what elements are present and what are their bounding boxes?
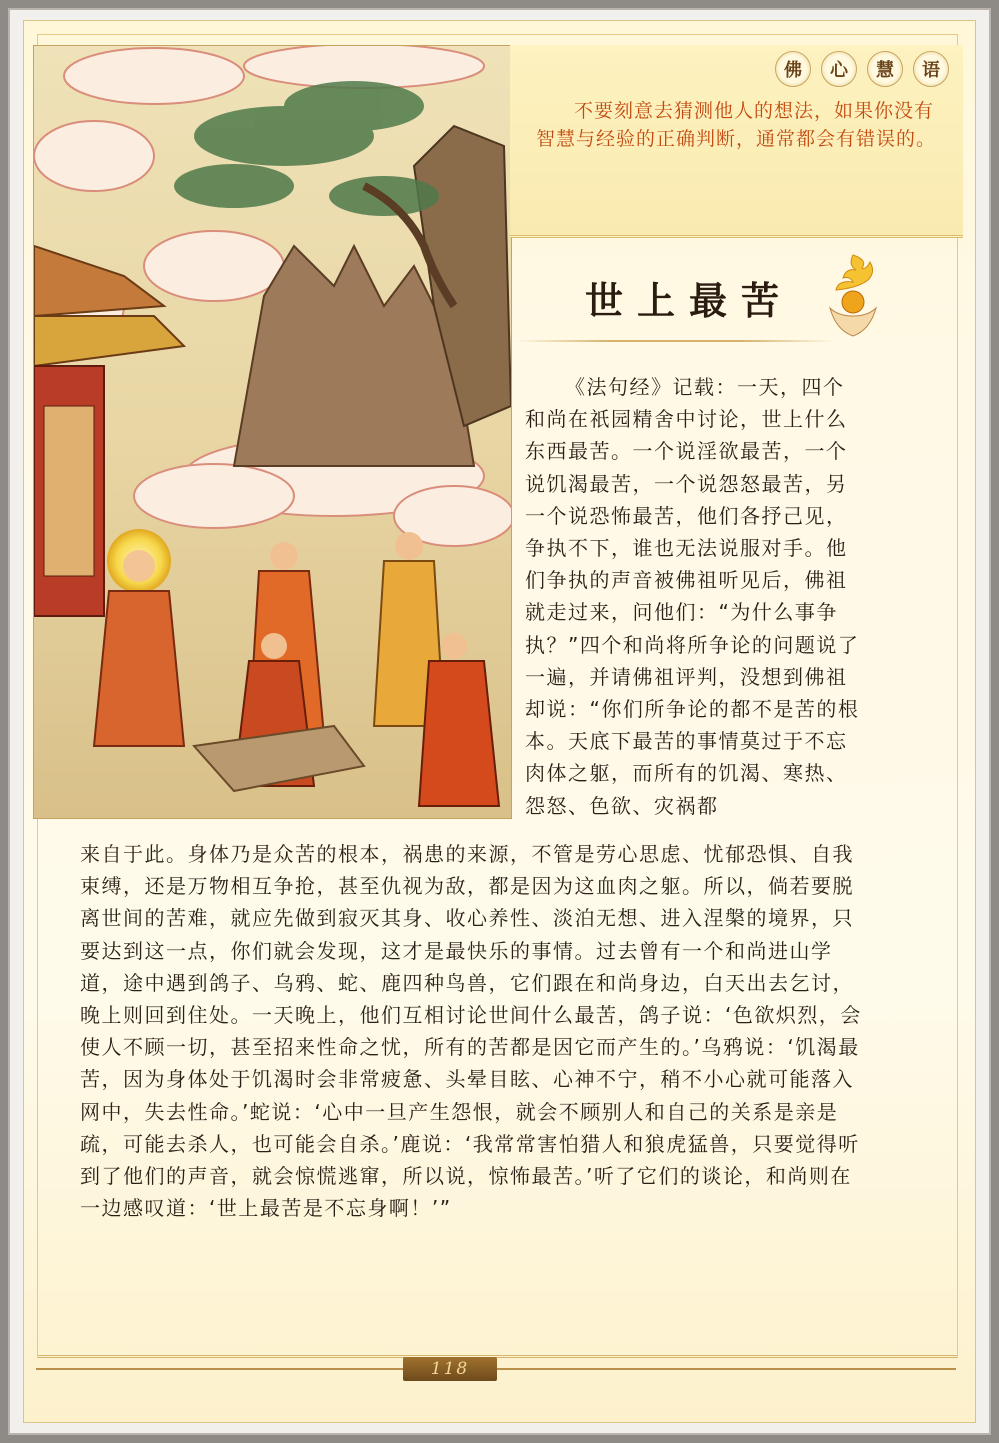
article-body-top: 《法句经》记载：一天，四个和尚在祇园精舍中讨论，世上什么东西最苦。一个说淫欲最苦，一个说饥渴最苦，一个说怨怒最苦，另一个说恐怖最苦，他们各抒己见，争执不下，谁也无法说服对手。他们争执的声音被佛祖听见后，佛祖就走过来，问他们：“为什么事争执？”四个和尚将所争论的问题说了一遍，并请佛祖评判，没想到佛祖却说：“你们所争论的都不是苦的根本。天底下最苦的事情莫过于不忘肉体之躯，而所有的饥渴、寒热、怨怒、色欲、灾祸都 <box>525 375 860 818</box>
hand-flame-icon <box>818 250 888 340</box>
quote-box <box>510 45 963 238</box>
buddha-robe <box>94 591 184 746</box>
quote-text: 不要刻意去猜测他人的想法，如果你没有智慧与经验的正确判断，通常都会有错误的。 <box>536 100 937 150</box>
header-char: 心 <box>821 51 857 87</box>
painting-svg <box>34 46 511 818</box>
buddhist-painting-illustration <box>33 45 512 819</box>
header-char: 语 <box>913 51 949 87</box>
title-underline <box>515 340 835 342</box>
page-number: 118 <box>403 1357 497 1381</box>
article-title: 世上最苦 <box>585 278 794 323</box>
buddha-head <box>123 550 155 582</box>
header-char: 佛 <box>775 51 811 87</box>
header-char: 慧 <box>867 51 903 87</box>
article-body-bottom: 来自于此。身体乃是众苦的根本，祸患的来源，不管是劳心思虑、忧郁恐惧、自我束缚，还是万物相互争抢，甚至仇视为敌，都是因为这血肉之躯。所以，倘若要脱离世间的苦难，就应先做到寂灭其身、收心养性、淡泊无想、进入涅槃的境界，只要达到这一点，你们就会发现，这才是最快乐的事情。过去曾有一个和尚进山学道，途中遇到鸽子、乌鸦、蛇、鹿四种鸟兽，它们跟在和尚身边，白天出去乞讨，晚上则回到住处。一天晚上，他们互相讨论世间什么最苦，鸽子说：‘色欲炽烈，会使人不顾一切，甚至招来性命之忧，所有的苦都是因它而产生的。’乌鸦说：‘饥渴最苦，因为身体处于饥渴时会非常疲惫、头晕目眩、心神不宁，稍不小心就可能落入网中，失去性命。’蛇说：‘心中一旦产生怨恨，就会不顾别人和自己的关系是亲是疏，可能去杀人，也可能会自杀。’鹿说：‘我常常害怕猎人和狼虎猛兽，只要觉得听到了他们的声音，就会惊慌逃窜，所以说，惊怖最苦。’听了它们的谈论，和尚则在一边感叹道：‘世上最苦是不忘身啊！’” <box>80 842 862 1221</box>
header-chars <box>775 51 949 87</box>
